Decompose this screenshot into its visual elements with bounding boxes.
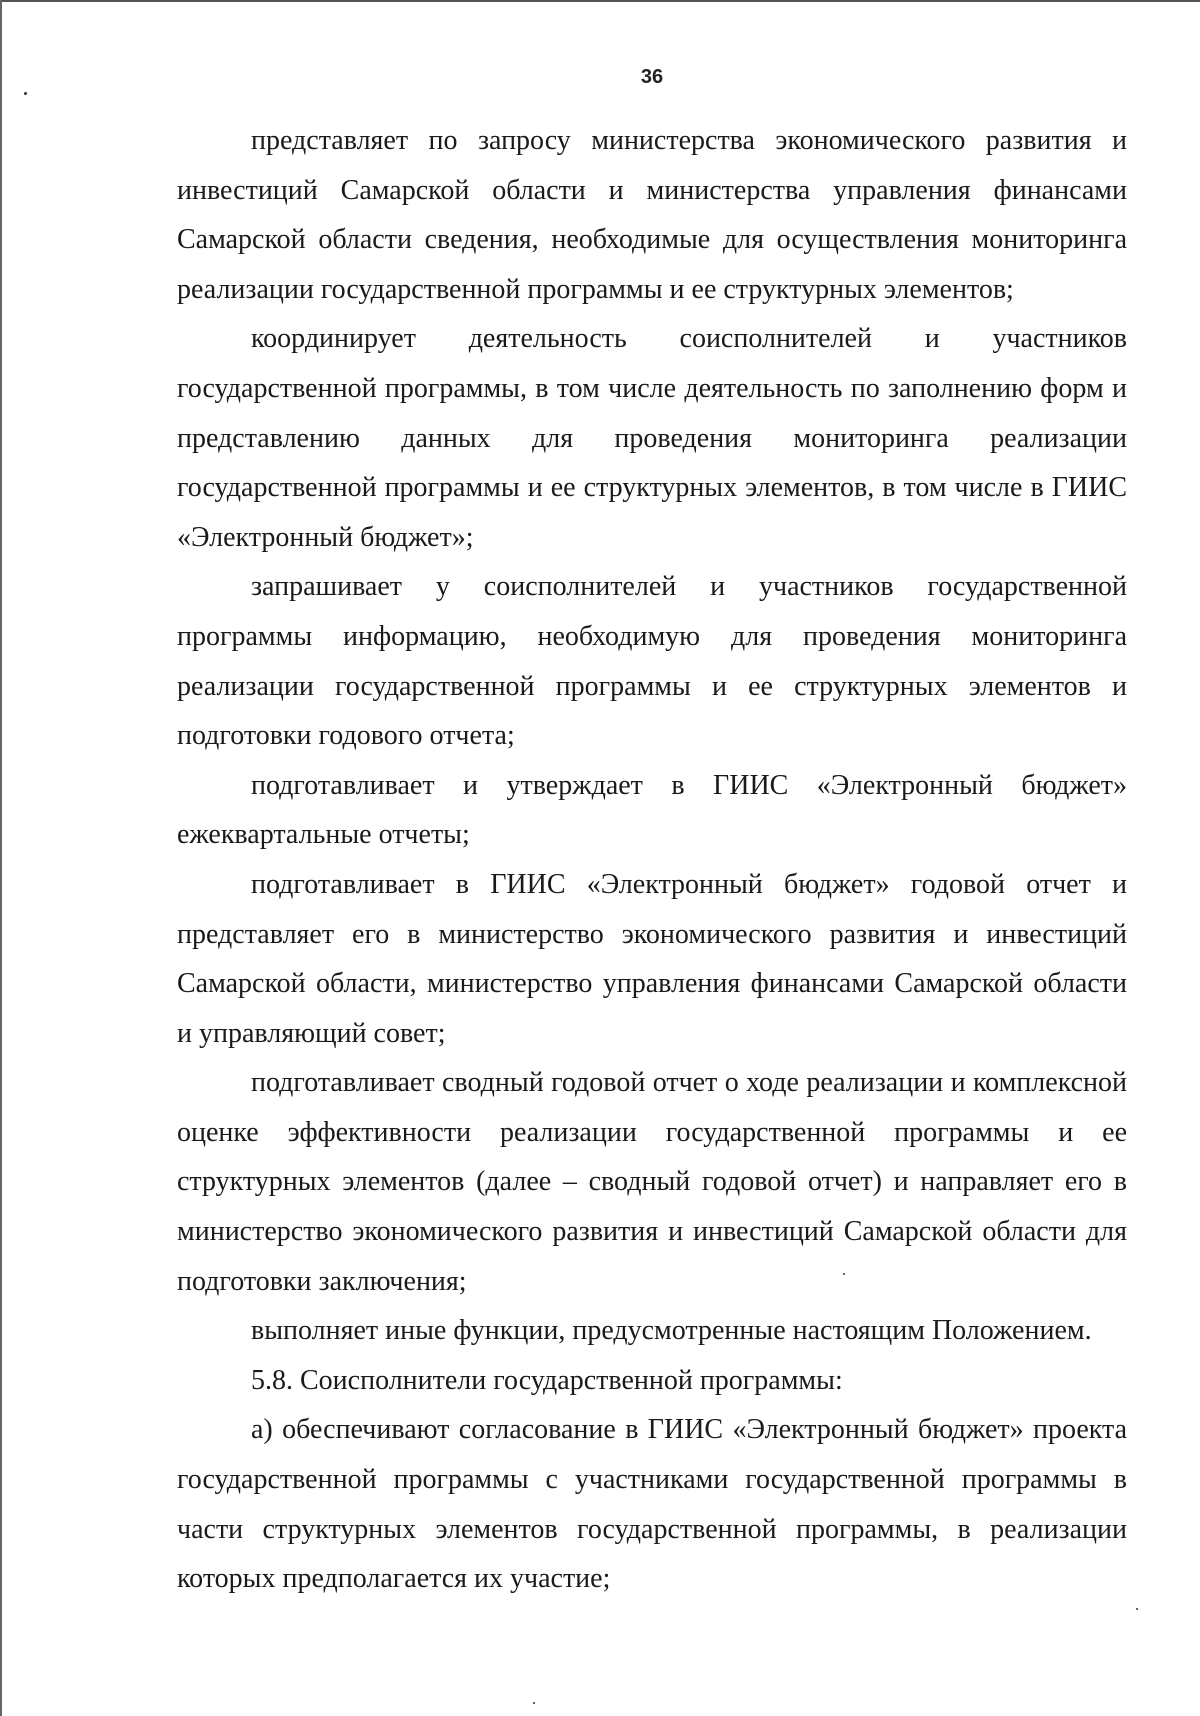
paragraph: подготавливает в ГИИС «Электронный бюджет» годовой отчет и представляет его в министерство экономического развития и инвестиций Самарской области, министерство управления финансами Самарской области и управляющий совет; [177,868,1127,1049]
scan-speck [533,1702,535,1704]
paragraph: выполняет иные функции, предусмотренные настоящим Положением. [251,1315,1092,1347]
document-body [177,116,1127,1604]
paragraph: 5.8. Соисполнители государственной программы: [251,1364,843,1396]
paragraph: а) обеспечивают согласование в ГИИС «Электронный бюджет» проекта государственной программы с участниками государственной программы в части структурных элементов государственной программы, в реализации которых предполагается их участие; [177,1414,1127,1595]
page-number: 36 [640,66,664,88]
scan-speck [1136,1608,1138,1610]
scan-speck [24,92,27,95]
scan-left-edge [0,0,2,1716]
scan-speck [843,1273,845,1275]
scan-top-edge [0,0,1200,2]
paragraph: подготавливает сводный годовой отчет о ходе реализации и комплексной оценке эффективности реализации государственной программы и ее структурных элементов (далее – сводный годовой отчет) и направляет его в министерство экономического развития и инвестиций Самарской области для подготовки заключения; [177,1067,1127,1297]
paragraph: координирует деятельность соисполнителей и участников государственной программы, в том числе деятельность по заполнению форм и представлению данных для проведения мониторинга реализации государственной программы и ее структурных элементов, в том числе в ГИИС «Электронный бюджет»; [177,323,1127,553]
paragraph: представляет по запросу министерства экономического развития и инвестиций Самарской области и министерства управления финансами Самарской области сведения, необходимые для осуществления мониторинга реализации государственной программы и ее структурных элементов; [177,125,1127,305]
paragraph: подготавливает и утверждает в ГИИС «Электронный бюджет» ежеквартальные отчеты; [177,769,1127,851]
paragraph: запрашивает у соисполнителей и участников государственной программы информацию, необходимую для проведения мониторинга реализации государственной программы и ее структурных элементов и подготовки годового отчета; [177,571,1127,752]
